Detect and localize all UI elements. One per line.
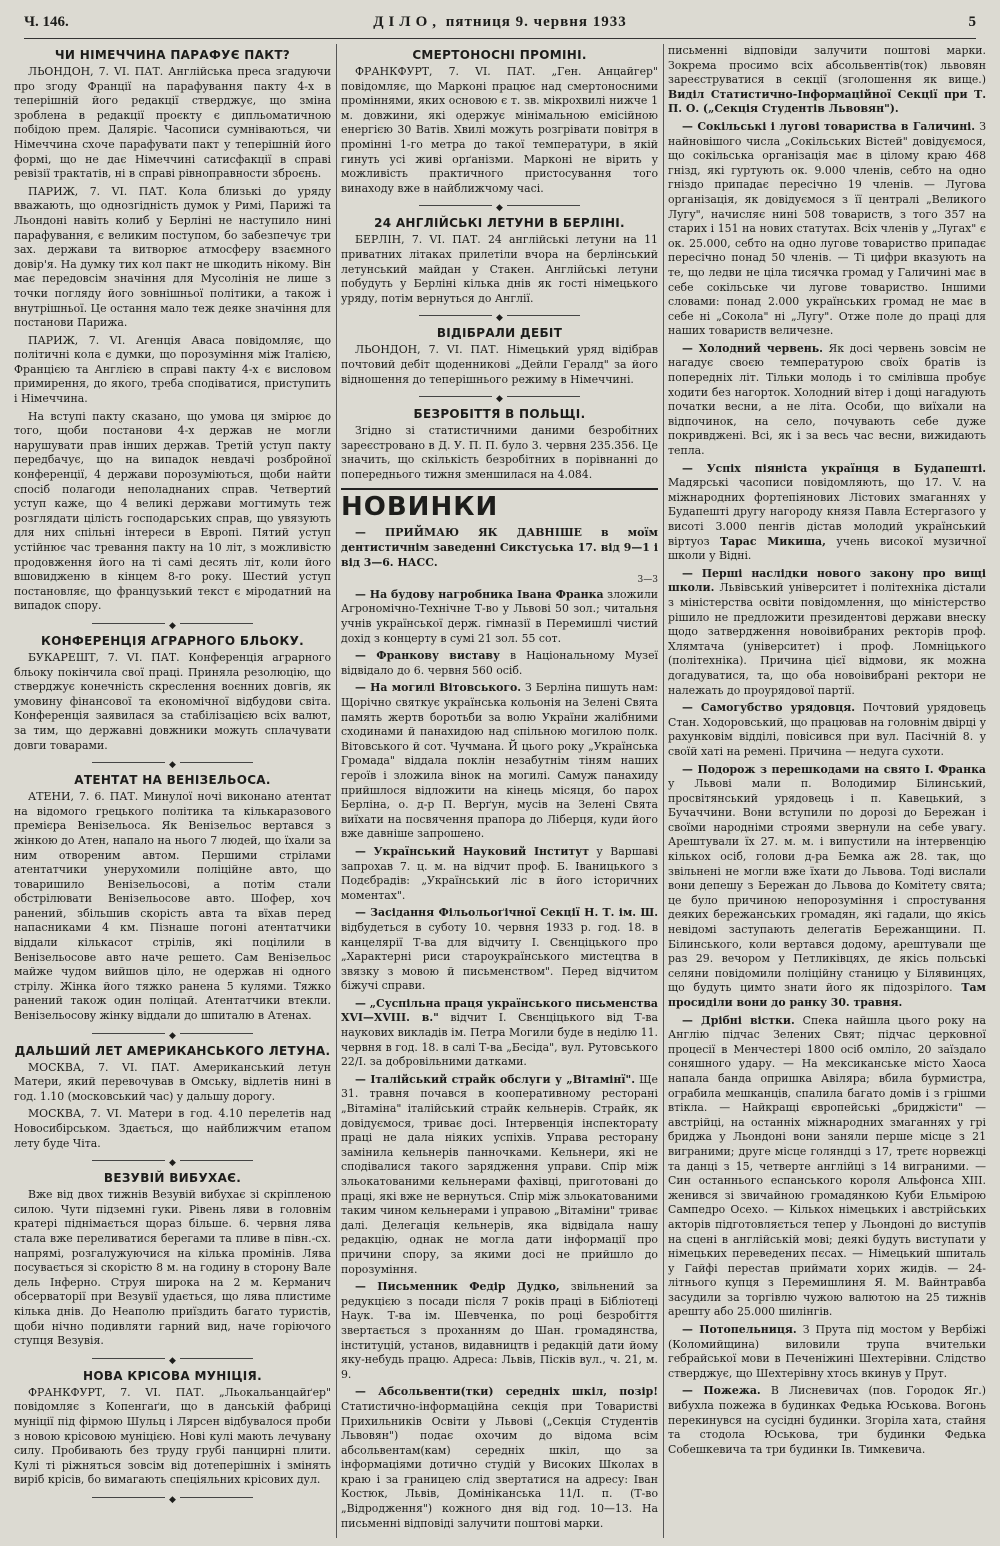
article-paragraph bbox=[14, 65, 331, 182]
article-paragraph: Вже від двох тижнів Везувій вибухає зі скріпленою силою. Чути підземні гуки. Рівень ляви в головнім кратері піднімається щораз більше. 6. червня лява стала вже переливатися берегами та пливе в півн.-сх. напрямі, розгалужуючися на кілька промінів. Лява посувається зі скорістю 8 м. на годину в сторону Вале дель Інферно. Струя широка на 2 м. Керманич обсерваторії при Везувії удається, що лява плистиме кілька днів. До Неаполю приїздить багато туристів, щоби нічно подивляти гарний вид, наче горіючого ступця Везувія. bbox=[14, 1188, 331, 1348]
news-item bbox=[668, 342, 986, 459]
news-lead: — Потопельниця. bbox=[682, 1323, 797, 1337]
article-paragraph bbox=[341, 343, 658, 387]
news-text: З Прута під мостом у Вербіжі (Коломийщина) виловили трупа вчительки гебрайської мови в Печеніжині Шехтерівни. Слідство стверджує, що Шехтерівну хтось вкинув у Прут. bbox=[668, 1323, 986, 1380]
section-ornament: ◆ bbox=[14, 1492, 331, 1502]
article-paragraph bbox=[14, 651, 331, 753]
section-ornament: ◆ bbox=[14, 1155, 331, 1165]
news-section-heading: НОВИНКИ bbox=[341, 488, 658, 522]
news-lead: — Письменник Федір Дудко, bbox=[355, 1280, 560, 1294]
news-text: учень високої музичної школи у Відні. bbox=[668, 534, 986, 563]
dateline: БЕРЛІН, 7. VI. ПАТ. bbox=[355, 233, 481, 247]
column-divider bbox=[663, 44, 664, 1538]
news-text: Ще 31. травня почався в кооперативному ресторані „Вітаміна" італійський страйк кельнерів. Страйк, як довідуємося, триває досі. Інтервенція інспекторату праці не дала ніяких успіхів. Управа ресторану замінила кельнерів панночками. Кельнери, які не сподівалися такого зарядження управи. Спір між зльокатованими кельнерами фахівці, приготовані до праці, які вже не вернуться. Спір між зльокатованими таким чином кельнерами і управою „Вітаміни" триває далі. Делегація кельнерів, яка відвідала нашу редакцію, однак не могла дати інформації про причини спору, за якими досі не прийшло до порозуміння. bbox=[341, 1072, 658, 1276]
news-text: письменні відповіди залучити поштові марки. Зокрема просимо всіх абсольвентів(ток) львовян зареєструватися в секції (зголошення як вище.) bbox=[668, 44, 986, 87]
dateline: ПАРИЖ, 7. VI. ПАТ. bbox=[28, 184, 168, 198]
news-text: З найновішого числа „Сокільських Вістей" довідуємося, що сокільська організація має в цілому краю 468 гнізд, які гуртують ок. 9.000 членів, себто на одно гніздо припадає пересічно 19 членів. — Лугова організація, як довідуємося з її централі „Великого Лугу", начисляє нині 508 товариств, з того 357 на старих і 151 на нових статутах. Всіх членів у „Лугах" є ок. 25.000, себто на одно лугове товариство припадає пересічно понад 50 членів. — Ті цифри вказують на те, що ледви не ціла тисячка громад у Галичині має в себе сокільське чи лугове товариство. Іншими словами: понад 2.000 українських громад не має в себе ні „Сокола" ні „Лугу". Отже поле до праці для наших товариств величезне. bbox=[668, 119, 986, 338]
article-paragraph bbox=[14, 334, 331, 407]
news-lead: — На будову нагробника Івана Франка bbox=[355, 587, 604, 601]
dateline: АТЕНИ, 7. 6. ПАТ. bbox=[28, 790, 139, 804]
section-ornament: ◆ bbox=[341, 200, 658, 210]
news-item bbox=[668, 120, 986, 339]
paragraph-text: Конференція аграрного бльоку покінчила свої праці. Приняла резолюцію, що стверджує конечність скреслення воєнних довгів, як умовину фінансової та економічної відбудови світа. Конференція заявилася за стабілізацією всіх валют, за тим, що державні довжники можуть сплачувати довги товарами. bbox=[14, 650, 331, 752]
page-header bbox=[24, 14, 976, 36]
news-lead: — Самогубство урядовця. bbox=[682, 701, 856, 715]
paragraph-text: 24 англійські летуни на 11 приватних літаках прилетіли вчора на берлінський летунський майдан у Стакен. Англійські летуни побудуть у Берліні кілька днів як гості німецького уряду, потім вернуться до Англії. bbox=[341, 233, 658, 305]
news-text: зложили Агрономічно-Технічне Т-во у Львові 50 зол.; читальня учнів української держ. гімназії в Перемишлі чистий дохід з концерту в сумі 21 зол. 55 сот. bbox=[341, 587, 658, 645]
dateline: ЛЬОНДОН, 7. VI. ПАТ. bbox=[355, 343, 499, 357]
news-signature: Виділ Статистично-Інформаційної Секції при Т. П. О. („Секція Студентів Львовян"). bbox=[668, 87, 986, 116]
paragraph-text: „Льокальанцайґер" повідомляє з Копенгаґи, що в данській фабриці муніції під фірмою Шульц і Лярсен відбувалося проби з новою крісовою муніцією. Нові кулі мають лечувану силу. Пробивають без труду грубі панцирні плити. Кулі ті ріжняться зовсім від дотеперішніх і змінять виріб крісів, бо вимагають спеціяльних крісових дул. bbox=[14, 1385, 331, 1487]
news-text: звільнений за редукцією з посади після 7 років праці в Бібліотеці Наук. Т-ва ім. Шевченка, по році безробіття звертається з проханням до Шан. громадянства, інституцій, установ, видавництв і редакцій дати йому яку-небудь працю. Адреса: Львів, Пісків вул., ч. 21, м. 9. bbox=[341, 1280, 658, 1381]
page-number-right: 5 bbox=[968, 14, 976, 30]
news-lead: — Італійський страйк обслуги у „Вітамінї". bbox=[355, 1072, 636, 1086]
article-title: ВЕЗУВІЙ ВИБУХАЄ. bbox=[103, 1171, 242, 1186]
news-lead: — ПРИЙМАЮ ЯК ДАВНІШЕ в моїм дентистичнім заведенні Сикстуська 17. від 9—1 і від 3—6. НАСС. bbox=[341, 526, 658, 569]
section-ornament: ◆ bbox=[14, 1353, 331, 1363]
article-paragraph bbox=[14, 1107, 331, 1151]
paragraph-text: Кола близькі до уряду вважають, що однозгідність думок у Римі, Парижі та Льондоні навіть колиб у Берліні не наступило нині парафування, є великим поступом, бо забезпечує три зах. держави та витворює атмосферу взаємного довір'я. На думку тих кол пакт не шкодить нікому. Він має передовсім значіння для Мусолінія не лише з точки погляду його зовнішньої політики, а також і внутрішньої. Це остання мало теж деяке значіння для постанови Парижа. bbox=[14, 184, 331, 330]
news-text: відбудеться в суботу 10. червня 1933 р. год. 18. в канцелярії Т-ва для відчиту І. Свєнціцького про „Характерні риси староукраїнського мистецтва в звязку з мовою й письменством". Перед відчитом біжучі справи. bbox=[341, 920, 658, 993]
news-lead: — „Суспільна праця українського письменства XVI—XVIII. в." bbox=[341, 996, 658, 1025]
news-item bbox=[341, 845, 658, 903]
news-lead: — Холодний червень. bbox=[682, 341, 823, 355]
news-item bbox=[668, 1384, 986, 1457]
news-item bbox=[341, 1385, 658, 1531]
news-lead: — Абсольвенти(тки) середніх шкіл, позір! bbox=[355, 1385, 658, 1399]
news-lead: — Український Науковий Інститут bbox=[355, 844, 589, 858]
news-item bbox=[668, 462, 986, 564]
masthead-line bbox=[24, 14, 976, 31]
section-ornament: ◆ bbox=[14, 757, 331, 767]
article-title: ДАЛЬШИЙ ЛЕТ АМЕРИКАНСЬКОГО ЛЕТУНА. bbox=[14, 1043, 331, 1058]
article-title: НОВА КРІСОВА МУНІЦІЯ. bbox=[83, 1368, 262, 1383]
article-title: КОНФЕРЕНЦІЯ АГРАРНОГО БЛЬОКУ. bbox=[40, 633, 305, 648]
news-text: Почтовий урядовець Стан. Ходоровський, що працював на головнім двірці у рахунковім відділі, повісився при вул. Пасічній 8. у своїй хаті на ремені. Причина — недуга сухоти. bbox=[668, 701, 986, 758]
article-title: 24 АНГЛІЙСЬКІ ЛЕТУНИ В БЕРЛІНІ. bbox=[374, 216, 625, 231]
dateline: БУКАРЕШТ, 7. VI. ПАТ. bbox=[28, 650, 180, 664]
news-text: у Львові мали п. Володимир Білинський, просвітянський урядовець і п. Кавецький, з Бучаччини. Вони вступили по дорозі до Бережан і своїми народніми строями звернули на себе увагу. Арештували їх 27. м. м. і випустили на інтервенцію кількох осіб, голови д-ра Бемка аж 28. так, що звільнені не могли вже їхати до Львова. Тоді вислали вони депешу з Бережан до Львова до Комітету свята; це було причиною непорозуміння і спростування деяких бережанських громадян, які гадали, що якісь невідомі заступають делегатів Бережанщини. П. Білинського, коли вертався додому, арештували ще раз 29. вечором у Петликівцях, де якісь польські селяни повідомили поліційну станицю у Білявинцях, що будуть цимто знати його як підозрілого. bbox=[668, 777, 986, 995]
news-item bbox=[668, 1323, 986, 1381]
article-paragraph: На вступі пакту сказано, що умова ця змірює до того, щоби постанови 4-х держав не могли нарушувати прав інших держав. Третій уступ пакту передбачує, що на випадок невдачі розбройної конференції, 4 держави порозуміються, щоби найти спосіб полагоди неполаднаних справ. Четвертий уступ каже, що 4 великі держави могтимуть теж розглядати цілість господарських справ, що увязують для них спільні інтереси в Европі. Пятий уступ устійнює час тревання пакту на 10 літ, з можливістю продовження його на ті самі десять літ, коли його вшовидженю в кінцем 8-го року. Шестий уступ постановляє, що французький текст є міродатний на випадок спору. bbox=[14, 409, 331, 613]
news-text: Львівський університет і політехніка дістали з міністерства освіти повідомлення, що міністерство рішило не предложити президентові держави внеску щодо затвердження новоiвибраних ректорів проф. Хлямтача (університет) і проф. Ломніцького (політехніка). Причина цієї відмови, як можна догадуватися, та, що оба новоiвибрані ректори не належать до проурядової партії. bbox=[668, 581, 986, 697]
paragraph-text: Матери в год. 4.10 перелетів над Новосибірськом. Здається, що найближчим етапом лету буде Чіта. bbox=[14, 1107, 331, 1150]
section-ornament: ◆ bbox=[341, 310, 658, 320]
article-paragraph bbox=[14, 790, 331, 1024]
news-text: В Лисневичах (пов. Городок Яг.) вибухла пожежа в будинках Федька Юськова. Вогонь перекинувся на сусідні будинки. Згоріла хата, стайня та стодола Юськова, три будинки Федька Собешкевича та три будинки Ів. Тимкевича. bbox=[668, 1384, 986, 1456]
article-title: АТЕНТАТ НА ВЕНІЗЕЛЬОСА. bbox=[74, 773, 271, 788]
ad-mark: 3—3 bbox=[637, 575, 658, 586]
news-item bbox=[341, 681, 658, 842]
section-ornament: ◆ bbox=[14, 1028, 331, 1038]
news-text: З Берліна пишуть нам: Щорічно святкує українська кольонія на Зелені Свята память жертв боротьби за волю України жалібними сходинами й панахидою над спільною могилою полк. Вітовського й сот. Чучмана. Й цього року „Українська Громада" віддала поклін незабутнім тіням наших героїв і зложила вінок на могилі. Самуж панахиду прийшлося відложити на кінець місяця, бо парох Берліна, о. д-р П. Верґун, мусів на Зелені Свята виїхати на посвячення прапора до Ліберця, куди його вже давніше запрошено. bbox=[341, 681, 658, 841]
issue-date: пятниця 9. червня 1933 bbox=[445, 14, 627, 30]
news-text: Мадярські часописи повідомляють, що 17. V. на міжнародних фортепіянових Лістових змаганнях у Будапешті другу нагороду князя Павла Естергазого у висоті 3.000 пенгів дістав молодий український віртуоз bbox=[668, 476, 986, 548]
dateline: ФРАНКФУРТ, 7. VI. ПАТ. bbox=[28, 1385, 205, 1399]
column-divider bbox=[336, 44, 337, 1538]
paragraph-text: Минулої ночі виконано атентат на відомого грецького політика та кількаразового премієра Венізельоса. Як Венізельос вертався з жінкою до Атен, напало на нього 7 людей, що їхали за ним отвореним автом. Першими стрілами атентатчики унерухомили поліційне авто, що товаришило Венізельосові, а потім стали обстрілювати Венізельосове авто. Шофер, хоч ранений, збільшив скорість авта та вїхав перед напасниками 4 км. Пізнаше погоні атентатчики віддали кількасот стрілів, які поцілили в Венізельосове авто наче решето. Сам Венізельос майже чудом вийшов ціло, не одержав ні одного стрілу. Жінка його тяжко ранена 5 кулями. Тяжко ранений також один поліцай. Атентатчики втекли. Венізельосову жінку віддали до шпиталю в Атенах. bbox=[14, 790, 331, 1023]
section-ornament: ◆ bbox=[341, 391, 658, 401]
news-text: Спека найшла цього року на Англію підчас Зелених Свят; підчас церковної процесії в Менчестері 1800 осіб омліло, 20 заїздало соняшного удару. — На мексиканське місто Хаоса напала банда опришка Авіляра; вбила бурмистра, ограбила мешканців, спалила багато домів і з грішми втікла. — Найкращі європейські „бриджісти" — австрійці, на останніх міжнародних змаганнях у грі бриджа у Льондоні вони заняли перше місце з 21 виграними; друге місце голяндці з 17, третє норвежці та данці з 15, четверте англійці з 14 виграними. — Син останнього еспанського короля Альфонса XIII. женився зі звичайною громадянкою Куби Ельмірою Сампедро Осехо. — Кількох німецьких і австрійських акторів підготовляється тепер у Льондоні до виступів на сцені в англійській мові; деякі будуть виступати у німецьких переведених пєсах. — Німецький шпиталь у Гайфі перестав приймати хорих жидів. — 24-літнього купця з Перемишлиня Я. М. Вайнтравба засудили за торгівлю чужою валютою на 25 тижнів арешту або 25.000 шилінгів. bbox=[668, 1013, 986, 1319]
news-lead: — Франкову виставу bbox=[355, 649, 500, 663]
news-text: Статистично-інформаційна секція при Товаристві Прихильників Освіти у Львові („Секція Студентів Львовян") подає охочим до відома всім абсольвентам(кам) середніх шкіл, що за інформаціями дотично студій у Високих Школах в краю і за границею слід звертатися на адресу: Іван Костюк, Львів, Домініканська 11/І. п. (Т-во „Відродження") кожного дня від год. 10—13. На письменні відповіді залучити поштові марки. bbox=[341, 1399, 658, 1530]
paragraph-text: Німецький уряд відібрав почтовий дебіт щоденникові „Дейли Гералд" за його відношення до теперішнього режиму в Німеччині. bbox=[341, 343, 658, 386]
article-paragraph: Згідно зі статистичними даними безробітних зареєстровано в Д. У. П. П. було 3. червня 235.356. Це значить, що скількість безробітних в порівнанні до попереднього тижня зменшилася на 4.084. bbox=[341, 424, 658, 481]
column-2 bbox=[341, 44, 658, 1538]
paragraph-text: „Ген. Анцайгер" повідомляє, що Марконі працює над смертоносними проміннями, яких основою є т. зв. мікрохвилі нижче 1 м. довжини, які одержує мінімальною емісійною енергією 30 Ватів. Хвилі можуть розгрівати повітря в промінні 1-го метра до такої температури, в якій гинуть усі живі орґанізми. Марконі не вірить у можливість практичного пристосування того винаходу вже в найближчому часі. bbox=[341, 65, 658, 195]
article-paragraph bbox=[341, 233, 658, 306]
news-item bbox=[341, 526, 658, 570]
news-lead: — Подорож з перешкодами на свято І. Франка bbox=[682, 762, 986, 776]
article-paragraph bbox=[341, 65, 658, 196]
news-item bbox=[668, 763, 986, 1011]
news-item bbox=[668, 44, 986, 117]
dateline: ФРАНКФУРТ, 7. VI. ПАТ. bbox=[355, 65, 536, 78]
news-text: у Варшаві запрохав 7. ц. м. на відчит проф. Б. Іваницького з Подєбрадів: „Український ліс в його історичних моментах". bbox=[341, 844, 658, 902]
article-title: ВІДІБРАЛИ ДЕБІТ bbox=[436, 326, 563, 341]
news-item bbox=[668, 567, 986, 698]
news-item bbox=[341, 649, 658, 678]
news-emphasis: Там просиділи вони до ранку 30. травня. bbox=[668, 981, 986, 1009]
newspaper-name: ДІЛО, bbox=[373, 14, 441, 30]
news-text: в Національному Музеї відвідало до 6. червня 560 осіб. bbox=[341, 649, 658, 677]
news-text: Як досі червень зовсім не нагадує своєю температурою своїх братів із попередніх літ. Тільки молодь і то смілівша пробує ходити без нагорток. Холодний вітер і дощі нагадують початки весни, а не літа. Особи, що виїхали на відпочинок, на село, почувають себе дуже покривдженi. Всі, як і за весь час весни, вижидають тепла. bbox=[668, 341, 986, 458]
header-rule bbox=[24, 38, 976, 39]
column-3 bbox=[668, 44, 986, 1538]
paragraph-text: Американський летун Матери, який перевочував в Омську, відлетів нині в год. 1.10 (московський час) у дальшу дорогу. bbox=[14, 1060, 331, 1103]
news-lead: — Сокільські і лугові товариства в Галичині. bbox=[682, 119, 976, 133]
paragraph-text: Агенція Аваса повідомляє, що політичні кола є думки, що порозуміння між Італією, Францією та Англією в справі пакту 4-х є висловом примирення, до якого, треба сподіватися, приступить і Німеччина. bbox=[14, 333, 331, 406]
page-number: Ч. 146. bbox=[24, 14, 69, 30]
news-lead: — Перші наслідки нового закону про вищі школи. bbox=[668, 566, 986, 595]
news-item bbox=[341, 997, 658, 1070]
news-lead: — Пожежа. bbox=[682, 1384, 761, 1398]
news-lead: — Засідання Фільольоґічної Секції Н. Т. ім. Ш. bbox=[355, 906, 658, 920]
section-ornament: ◆ bbox=[14, 618, 331, 628]
news-item bbox=[341, 1073, 658, 1277]
news-lead: — Успіх піяніста українця в Будапешті. bbox=[682, 461, 986, 475]
article-title: ЧИ НІМЕЧЧИНА ПАРАФУЄ ПАКТ? bbox=[54, 48, 291, 62]
news-item bbox=[341, 1280, 658, 1382]
article-title: БЕЗРОБІТТЯ В ПОЛЬЩІ. bbox=[413, 407, 586, 422]
paragraph-text: Англійська преса згадуючи про згоду Франції на парафування пакту 4-х в теперішній його редакції стверджує, що зміна зроблена в редакції проєкту є дипльоматичною побідою прем. Даляріє. Часописи сумніваються, чи Німеччина схоче парафувати пакт у теперішній його формі, що не дає Німеччині сатисфакції в справі ревізії трактатів, ні в справі рівноправности зброєнь. bbox=[14, 65, 331, 181]
news-item bbox=[341, 588, 658, 646]
news-item bbox=[668, 701, 986, 759]
dateline: ПАРИЖ, 7. VI. bbox=[28, 333, 126, 347]
column-1 bbox=[14, 44, 331, 1538]
article-title: СМЕРТОНОСНІ ПРОМІНІ. bbox=[412, 48, 587, 62]
article-paragraph bbox=[14, 1061, 331, 1105]
news-name: Тарас Микиша, bbox=[719, 534, 826, 548]
news-item bbox=[668, 1014, 986, 1320]
article-paragraph bbox=[14, 1386, 331, 1488]
news-text: відчит І. Свєнціцького від Т-ва наукових викладів ім. Петра Могили буде в неділю 11. червня в год. 18. в салі Т-ва „Бесіда", вул. Рутовського 22/І. за добровільними датками. bbox=[341, 1011, 658, 1069]
article-paragraph bbox=[14, 185, 331, 331]
dateline: МОСКВА, 7. VI. ПАТ. bbox=[28, 1060, 180, 1074]
dateline: ЛЬОНДОН, 7. VI. ПАТ. bbox=[28, 65, 164, 78]
news-lead: — На могилі Вітовського. bbox=[355, 681, 522, 695]
dateline: МОСКВА, 7. VI. bbox=[28, 1107, 123, 1121]
news-lead: — Дрібні вістки. bbox=[682, 1013, 795, 1027]
news-item bbox=[341, 906, 658, 994]
